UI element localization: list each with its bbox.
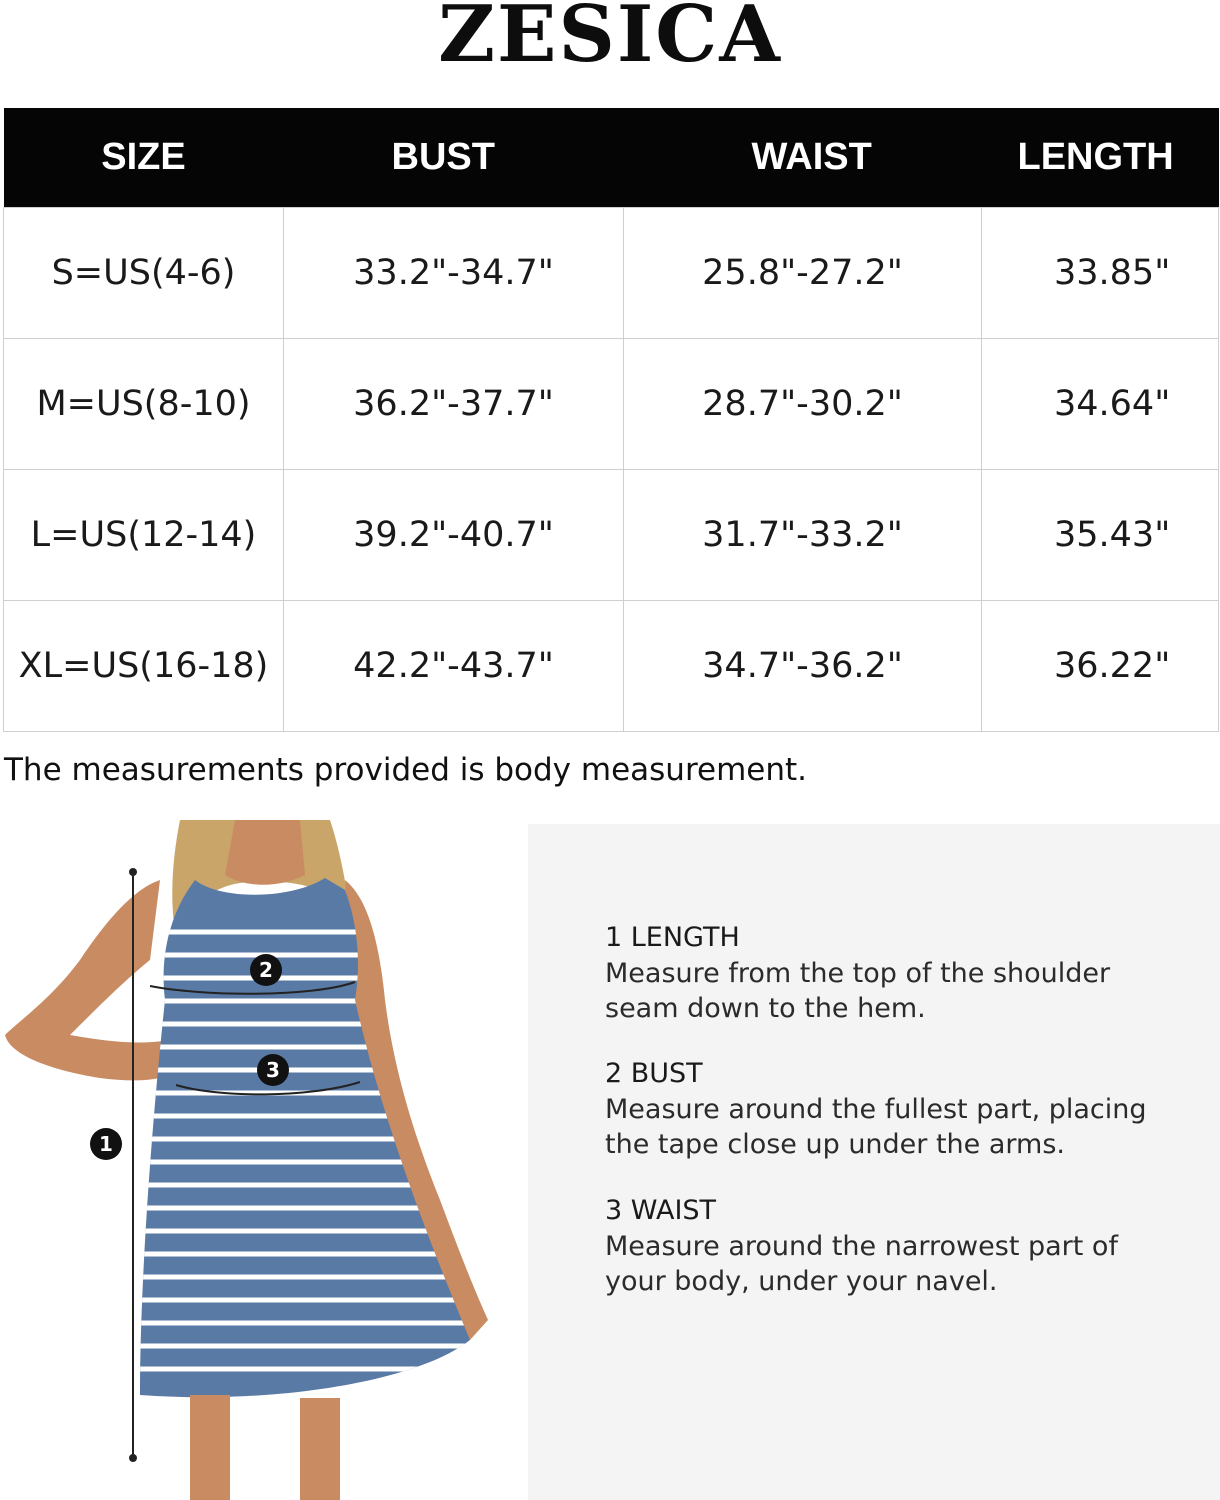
dress-figure <box>0 820 520 1500</box>
table-row <box>4 470 1219 601</box>
marker-waist <box>257 1054 289 1086</box>
brand-logo: ZESICA <box>438 0 782 80</box>
table-row <box>4 601 1219 732</box>
cell-bust: 33.2"-34.7" <box>284 208 624 339</box>
marker-bust <box>250 954 282 986</box>
guide-item-waist <box>605 1193 1165 1299</box>
guide-title: 2 BUST <box>605 1058 703 1089</box>
marker-length <box>90 1128 122 1160</box>
measurement-note: The measurements provided is body measurement. <box>4 752 808 788</box>
svg-text:3: 3 <box>266 1058 280 1082</box>
header-bust: BUST <box>284 108 624 208</box>
table-row <box>4 208 1219 339</box>
guide-item-length <box>605 920 1165 1026</box>
cell-size: M=US(8-10) <box>4 339 284 470</box>
cell-size: S=US(4-6) <box>4 208 284 339</box>
size-chart-table <box>3 108 1219 732</box>
cell-waist: 25.8"-27.2" <box>624 208 982 339</box>
cell-length: 33.85" <box>982 208 1219 339</box>
guide-item-bust <box>605 1056 1165 1162</box>
header-size: SIZE <box>4 108 284 208</box>
left-arm <box>5 880 175 1080</box>
guide-description: Measure around the narrowest part of your body, under your navel. <box>605 1231 1118 1297</box>
cell-size: XL=US(16-18) <box>4 601 284 732</box>
cell-bust: 36.2"-37.7" <box>284 339 624 470</box>
table-row <box>4 339 1219 470</box>
cell-bust: 39.2"-40.7" <box>284 470 624 601</box>
dress-measurement-illustration <box>0 820 520 1500</box>
cell-waist: 28.7"-30.2" <box>624 339 982 470</box>
cell-length: 36.22" <box>982 601 1219 732</box>
cell-bust: 42.2"-43.7" <box>284 601 624 732</box>
cell-waist: 34.7"-36.2" <box>624 601 982 732</box>
svg-text:2: 2 <box>259 958 273 982</box>
measurement-guide-panel <box>528 824 1220 1500</box>
guide-title: 1 LENGTH <box>605 922 740 953</box>
svg-text:1: 1 <box>99 1132 113 1156</box>
header-waist: WAIST <box>624 108 982 208</box>
table-header-row <box>4 108 1219 208</box>
header-length: LENGTH <box>982 108 1219 208</box>
cell-length: 34.64" <box>982 339 1219 470</box>
guide-description: Measure from the top of the shoulder seam down to the hem. <box>605 958 1111 1024</box>
cell-size: L=US(12-14) <box>4 470 284 601</box>
cell-waist: 31.7"-33.2" <box>624 470 982 601</box>
guide-title: 3 WAIST <box>605 1195 717 1226</box>
guide-description: Measure around the fullest part, placing the tape close up under the arms. <box>605 1094 1147 1160</box>
cell-length: 35.43" <box>982 470 1219 601</box>
